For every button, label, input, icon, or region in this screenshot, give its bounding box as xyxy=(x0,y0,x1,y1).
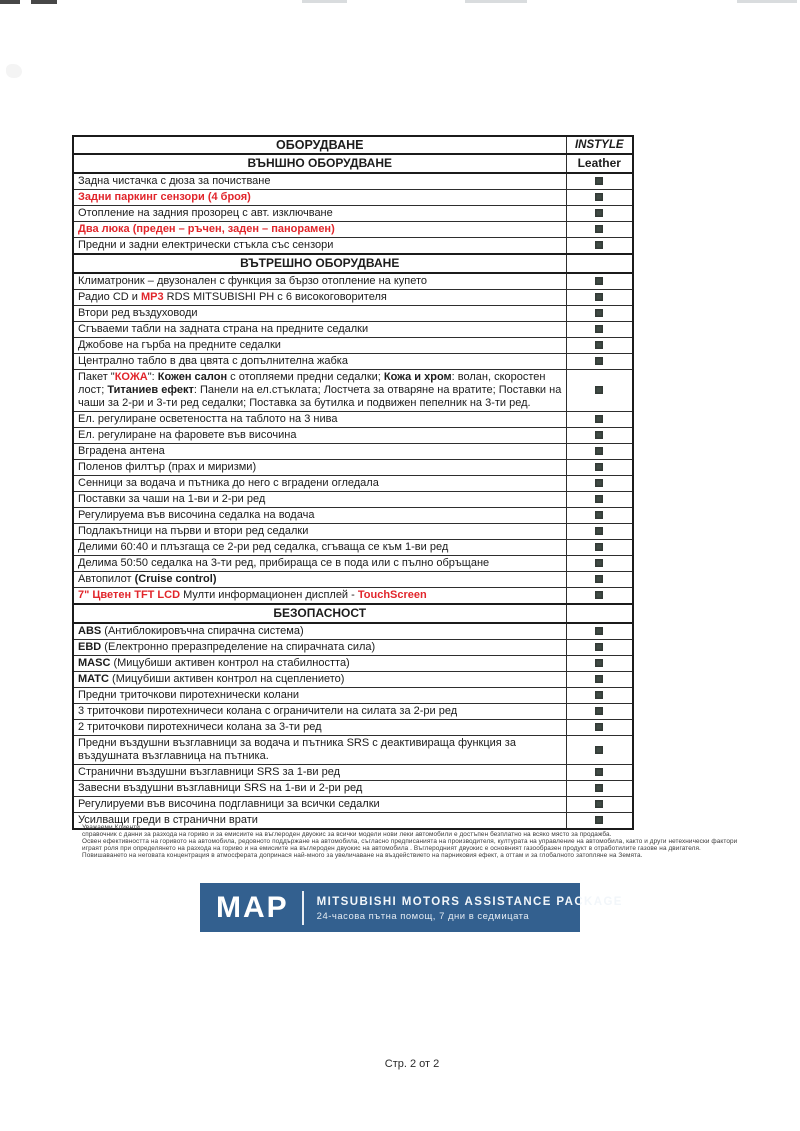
feature-text: Кожа и хром xyxy=(383,371,452,383)
availability-cell xyxy=(566,273,633,290)
feature-text: 7" Цветен TFT LCD xyxy=(78,589,181,601)
availability-cell xyxy=(566,428,633,444)
table-row xyxy=(73,444,633,460)
feature-text: Странични въздушни възглавници SRS за 1-ви ред xyxy=(78,766,341,778)
table-row xyxy=(73,354,633,370)
feature-cell xyxy=(73,765,566,781)
availability-cell xyxy=(566,354,633,370)
feature-cell xyxy=(73,354,566,370)
availability-cell xyxy=(566,736,633,765)
feature-text: (Антиблокировъчна спирачна система) xyxy=(101,625,304,637)
section-header-row xyxy=(73,154,633,173)
feature-cell xyxy=(73,476,566,492)
feature-cell xyxy=(73,797,566,813)
checked-square-icon xyxy=(595,591,603,599)
checked-square-icon xyxy=(595,225,603,233)
table-row xyxy=(73,222,633,238)
feature-cell xyxy=(73,720,566,736)
feature-text: Втори ред въздуховоди xyxy=(78,307,198,319)
equipment-table-body xyxy=(73,154,633,829)
table-row xyxy=(73,173,633,190)
table-row xyxy=(73,688,633,704)
checked-square-icon xyxy=(595,575,603,583)
feature-text: (Електронно преразпределение на спирачната сила) xyxy=(101,641,376,653)
feature-text: Предни и задни електрически стъкла със сензори xyxy=(78,239,334,251)
equipment-table xyxy=(72,135,634,830)
feature-text: Радио CD и xyxy=(78,291,141,303)
checked-square-icon xyxy=(595,241,603,249)
feature-text: MASC xyxy=(78,657,111,669)
scan-artifact xyxy=(737,0,797,3)
footnote-line: Уважаеми Клиенти, xyxy=(82,824,142,831)
availability-cell xyxy=(566,190,633,206)
availability-cell xyxy=(566,322,633,338)
checked-square-icon xyxy=(595,511,603,519)
checked-square-icon xyxy=(595,341,603,349)
feature-cell xyxy=(73,656,566,672)
table-row xyxy=(73,238,633,255)
table-row xyxy=(73,428,633,444)
checked-square-icon xyxy=(595,463,603,471)
checked-square-icon xyxy=(595,209,603,217)
table-row xyxy=(73,508,633,524)
feature-cell xyxy=(73,370,566,412)
checked-square-icon xyxy=(595,816,603,824)
feature-text: ABS xyxy=(78,625,102,637)
table-row xyxy=(73,765,633,781)
availability-cell xyxy=(566,540,633,556)
table-row xyxy=(73,623,633,640)
section-title: ВЪТРЕШНО ОБОРУДВАНЕ xyxy=(73,254,566,273)
availability-cell xyxy=(566,797,633,813)
feature-text: Мулти информационен дисплей - xyxy=(180,589,358,601)
feature-text: Ел. регулиране на фаровете във височина xyxy=(78,429,297,441)
availability-cell xyxy=(566,306,633,322)
feature-text: : волан, скоростен лост; xyxy=(78,371,546,396)
table-row xyxy=(73,290,633,306)
table-header-row xyxy=(73,136,633,154)
checked-square-icon xyxy=(595,447,603,455)
checked-square-icon xyxy=(595,627,603,635)
feature-text: Пакет " xyxy=(78,371,115,383)
table-row xyxy=(73,540,633,556)
feature-cell xyxy=(73,444,566,460)
table-row xyxy=(73,273,633,290)
feature-text: (Мицубиши активен контрол на стабилността) xyxy=(110,657,350,669)
availability-cell xyxy=(566,765,633,781)
table-row xyxy=(73,556,633,572)
checked-square-icon xyxy=(595,800,603,808)
availability-cell xyxy=(566,290,633,306)
table-row xyxy=(73,476,633,492)
scan-smudge xyxy=(6,64,22,78)
feature-text: Автопилот xyxy=(78,573,135,585)
banner-title: MITSUBISHI MOTORS ASSISTANCE PACKAGE xyxy=(316,895,623,908)
availability-cell xyxy=(566,173,633,190)
footnote-line: справочник с данни за разхода на гориво и за емисиите на въглероден двуокис за всички модели нови леки автомобили е достъпен безплатно на всяко място за продажба. xyxy=(82,831,612,839)
feature-text: Регулируеми във височина подглавници за всички седалки xyxy=(78,798,380,810)
checked-square-icon xyxy=(595,746,603,754)
feature-text: Поставки за чаши на 1-ви и 2-ри ред xyxy=(78,493,266,505)
checked-square-icon xyxy=(595,643,603,651)
checked-square-icon xyxy=(595,768,603,776)
section-title: ВЪНШНО ОБОРУДВАНЕ xyxy=(73,154,566,173)
feature-text: Предни въздушни възглавници за водача и пътника SRS с деактивираща функция за въздушната възглавница на пътника. xyxy=(78,737,516,762)
availability-cell xyxy=(566,781,633,797)
section-trim-value xyxy=(566,254,633,273)
feature-text: Ел. регулиране осветеността на таблото на 3 нива xyxy=(78,413,338,425)
feature-text: Усилващи греди в странични врати xyxy=(78,814,258,826)
table-row xyxy=(73,588,633,605)
feature-text: EBD xyxy=(78,641,102,653)
feature-text: Вградена антена xyxy=(78,445,165,457)
table-title: ОБОРУДВАНЕ xyxy=(73,136,566,154)
availability-cell xyxy=(566,688,633,704)
feature-text: MP3 xyxy=(140,291,164,303)
checked-square-icon xyxy=(595,723,603,731)
checked-square-icon xyxy=(595,479,603,487)
feature-cell xyxy=(73,273,566,290)
feature-cell xyxy=(73,623,566,640)
feature-cell xyxy=(73,688,566,704)
table-row xyxy=(73,704,633,720)
availability-cell xyxy=(566,588,633,605)
feature-cell xyxy=(73,306,566,322)
map-assistance-banner xyxy=(200,883,623,932)
feature-text: 3 триточкови пиротехничеси колана с ограничители на силата за 2-ри ред xyxy=(78,705,458,717)
feature-text: Джобове на гърба на предните седалки xyxy=(78,339,281,351)
feature-text: Предни триточкови пиротехнически колани xyxy=(78,689,300,701)
feature-cell xyxy=(73,508,566,524)
feature-cell xyxy=(73,640,566,656)
feature-cell xyxy=(73,704,566,720)
availability-cell xyxy=(566,656,633,672)
availability-cell xyxy=(566,572,633,588)
table-row xyxy=(73,672,633,688)
feature-cell xyxy=(73,338,566,354)
feature-text: Отопление на задния прозорец с авт. изключване xyxy=(78,207,333,219)
feature-text: Сгъваеми табли на задната страна на предните седалки xyxy=(78,323,369,335)
table-row xyxy=(73,206,633,222)
feature-cell xyxy=(73,588,566,605)
feature-cell xyxy=(73,412,566,428)
feature-cell xyxy=(73,781,566,797)
section-trim-value: Leather xyxy=(566,154,633,173)
feature-text: MATC xyxy=(78,673,109,685)
checked-square-icon xyxy=(595,495,603,503)
availability-cell xyxy=(566,704,633,720)
checked-square-icon xyxy=(595,431,603,439)
checked-square-icon xyxy=(595,193,603,201)
availability-cell xyxy=(566,556,633,572)
availability-cell xyxy=(566,508,633,524)
feature-cell xyxy=(73,206,566,222)
table-row xyxy=(73,190,633,206)
feature-text: Регулируема във височина седалка на водача xyxy=(78,509,315,521)
scan-artifact xyxy=(465,0,527,3)
availability-cell xyxy=(566,476,633,492)
availability-cell xyxy=(566,492,633,508)
feature-cell xyxy=(73,672,566,688)
feature-text: Делими 60:40 и плъзгаща се 2-ри ред седалка, сгъваща се към 1-ви ред xyxy=(78,541,449,553)
availability-cell xyxy=(566,370,633,412)
table-row xyxy=(73,370,633,412)
footnote-line: Освен ефективността на горивото на автомобила, редовното поддържане на автомобила, съгласно предписанията на производителя, културата на управление на автомобила, както и други нетехнически фактори xyxy=(82,838,738,846)
checked-square-icon xyxy=(595,177,603,185)
footnote-line: играят роля при определянето на разхода на гориво и на емисиите на въглероден двуокис на автомобила . Въглеродният двуокис е основният газообразен продукт в отработилите газове на двигателя. xyxy=(82,845,701,853)
availability-cell xyxy=(566,238,633,255)
availability-cell xyxy=(566,720,633,736)
feature-text: (Мицубиши активен контрол на сцеплението) xyxy=(108,673,345,685)
feature-text: Делима 50:50 седалка на 3-ти ред, прибираща се в пода или с пълно обръщане xyxy=(78,557,490,569)
feature-text: КОЖА xyxy=(114,371,148,383)
section-trim-value xyxy=(566,604,633,623)
table-row xyxy=(73,338,633,354)
table-row xyxy=(73,781,633,797)
table-row xyxy=(73,306,633,322)
checked-square-icon xyxy=(595,707,603,715)
table-row xyxy=(73,412,633,428)
feature-cell xyxy=(73,222,566,238)
feature-cell xyxy=(73,173,566,190)
table-row xyxy=(73,492,633,508)
feature-text: с отопляеми предни седалки; xyxy=(227,371,384,383)
section-title: БЕЗОПАСНОСТ xyxy=(73,604,566,623)
checked-square-icon xyxy=(595,293,603,301)
checked-square-icon xyxy=(595,559,603,567)
table-row xyxy=(73,720,633,736)
feature-cell xyxy=(73,322,566,338)
feature-text: Два люка (преден – ръчен, заден – панорамен) xyxy=(78,223,335,235)
feature-cell xyxy=(73,238,566,255)
feature-text: TouchScreen xyxy=(357,589,427,601)
checked-square-icon xyxy=(595,415,603,423)
table-row xyxy=(73,797,633,813)
scan-artifact xyxy=(302,0,347,3)
availability-cell xyxy=(566,444,633,460)
section-header-row xyxy=(73,254,633,273)
trim-column-header: INSTYLE xyxy=(566,136,633,154)
feature-cell xyxy=(73,190,566,206)
feature-cell xyxy=(73,428,566,444)
checked-square-icon xyxy=(595,277,603,285)
feature-text: Завесни въздушни възглавници SRS на 1-ви и 2-ри ред xyxy=(78,782,363,794)
feature-cell xyxy=(73,540,566,556)
feature-text: : Панели на ел.стъклата; Лостчета за отваряне на вратите; Поставки на чаши за 2-ри и 3-ти ред седалки; Поставка за бутилка и подвижен пепелник на 3-ти ред. xyxy=(78,384,562,409)
availability-cell xyxy=(566,412,633,428)
feature-cell xyxy=(73,492,566,508)
feature-text: Подлакътници на първи и втори ред седалки xyxy=(78,525,309,537)
feature-cell xyxy=(73,572,566,588)
footnote-line: Повишаването на неговата концентрация в атмосферата допринася най-много за увеличаване на въздействието на парниковия ефект, а оттам и за глобалното затопляне на Земята. xyxy=(82,852,643,860)
checked-square-icon xyxy=(595,659,603,667)
feature-cell xyxy=(73,524,566,540)
feature-text: 2 триточкови пиротехничеси колана за 3-ти ред xyxy=(78,721,322,733)
feature-text: Задни паркинг сензори (4 броя) xyxy=(78,191,251,203)
feature-text: RDS MITSUBISHI PH с 6 високоговорителя xyxy=(163,291,387,303)
feature-text: Титаниев ефект xyxy=(107,384,194,396)
checked-square-icon xyxy=(595,309,603,317)
checked-square-icon xyxy=(595,386,603,394)
feature-cell xyxy=(73,556,566,572)
availability-cell xyxy=(566,460,633,476)
checked-square-icon xyxy=(595,325,603,333)
table-row xyxy=(73,572,633,588)
availability-cell xyxy=(566,524,633,540)
checked-square-icon xyxy=(595,675,603,683)
feature-cell xyxy=(73,290,566,306)
feature-text: (Cruise control) xyxy=(134,573,217,585)
checked-square-icon xyxy=(595,357,603,365)
feature-text: ": xyxy=(147,371,158,383)
availability-cell xyxy=(566,640,633,656)
banner-text xyxy=(317,894,623,922)
table-row xyxy=(73,460,633,476)
scan-artifact xyxy=(0,0,20,4)
feature-text: Кожен салон xyxy=(157,371,228,383)
checked-square-icon xyxy=(595,527,603,535)
table-row xyxy=(73,656,633,672)
availability-cell xyxy=(566,623,633,640)
table-row xyxy=(73,322,633,338)
feature-text: Сенници за водача и пътника до него с вградени огледала xyxy=(78,477,379,489)
map-logo: MAP xyxy=(216,890,289,924)
banner-subtitle: 24-часова пътна помощ, 7 дни в седмицата xyxy=(316,910,530,922)
availability-cell xyxy=(566,222,633,238)
table-row xyxy=(73,640,633,656)
feature-cell xyxy=(73,736,566,765)
page-number: Стр. 2 от 2 xyxy=(384,1058,440,1070)
fuel-consumption-footnote xyxy=(82,824,772,859)
feature-text: Задна чистачка с дюза за почистване xyxy=(78,175,271,187)
availability-cell xyxy=(566,206,633,222)
feature-text: Поленов филтър (прах и миризми) xyxy=(78,461,257,473)
section-header-row xyxy=(73,604,633,623)
checked-square-icon xyxy=(595,691,603,699)
feature-cell xyxy=(73,460,566,476)
checked-square-icon xyxy=(595,784,603,792)
feature-text: Климатроник – двузонален с функция за бързо отопление на купето xyxy=(78,275,428,287)
availability-cell xyxy=(566,672,633,688)
feature-text: Централно табло в два цвята с допълнителна жабка xyxy=(78,355,348,367)
table-row xyxy=(73,524,633,540)
availability-cell xyxy=(566,338,633,354)
checked-square-icon xyxy=(595,543,603,551)
table-row xyxy=(73,736,633,765)
scan-artifact xyxy=(31,0,57,4)
banner-divider xyxy=(302,891,304,925)
